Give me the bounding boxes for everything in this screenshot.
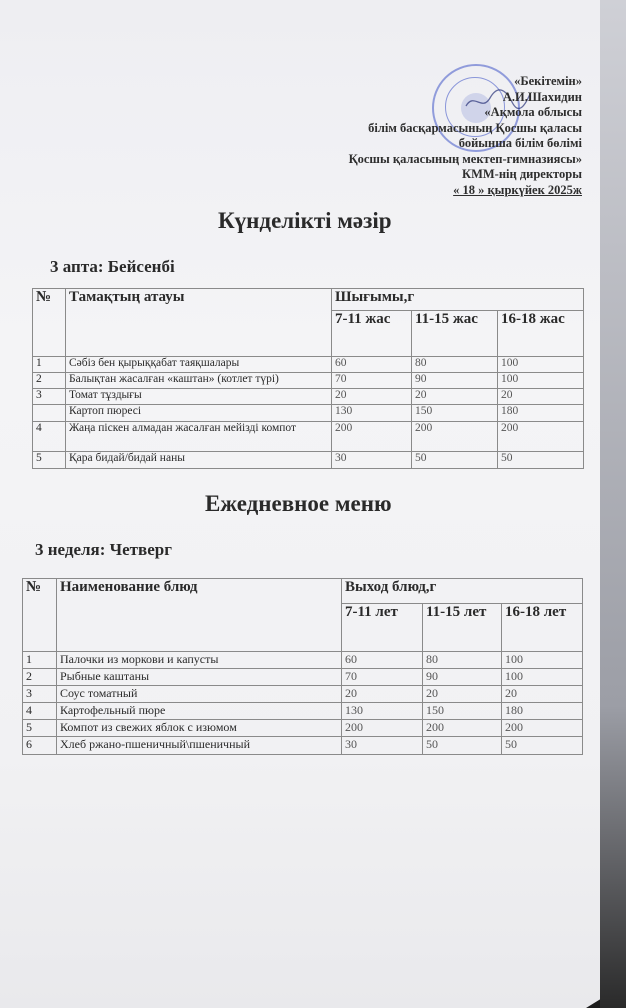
col-age-header: 16-18 лет	[502, 604, 583, 652]
portion-value: 90	[423, 669, 502, 686]
portion-value: 100	[502, 652, 583, 669]
portion-value: 50	[502, 737, 583, 755]
row-number: 5	[23, 720, 57, 737]
col-age-header: 16-18 жас	[498, 311, 584, 357]
portion-value: 50	[498, 452, 584, 469]
kazakh-menu-table	[32, 288, 584, 469]
dish-name: Картофельный пюре	[57, 703, 342, 720]
portion-value: 180	[498, 405, 584, 422]
portion-value: 20	[332, 389, 412, 405]
portion-value: 30	[342, 737, 423, 755]
dish-name: Жаңа піскен алмадан жасалған мейізді компот	[66, 422, 332, 452]
desk-background	[600, 0, 626, 1008]
row-number: 4	[23, 703, 57, 720]
portion-value: 20	[498, 389, 584, 405]
row-number: 3	[33, 389, 66, 405]
dish-name: Картоп пюресі	[66, 405, 332, 422]
col-age-header: 7-11 жас	[332, 311, 412, 357]
portion-value: 100	[498, 357, 584, 373]
col-output-header: Выход блюд,г	[342, 579, 583, 604]
portion-value: 90	[412, 373, 498, 389]
col-number-header: №	[23, 579, 57, 652]
row-number	[33, 405, 66, 422]
portion-value: 80	[423, 652, 502, 669]
portion-value: 50	[423, 737, 502, 755]
col-output-header: Шығымы,г	[332, 289, 584, 311]
row-number: 3	[23, 686, 57, 703]
portion-value: 20	[423, 686, 502, 703]
approval-line: «Бекітемін»	[514, 74, 582, 88]
portion-value: 50	[412, 452, 498, 469]
portion-value: 200	[498, 422, 584, 452]
portion-value: 200	[332, 422, 412, 452]
russian-title: Ежедневное меню	[205, 491, 392, 516]
dish-name: Компот из свежих яблок с изюмом	[57, 720, 342, 737]
approval-line: Қосшы қаласының мектеп-гимназиясы»	[348, 151, 582, 166]
portion-value: 80	[412, 357, 498, 373]
approval-date: « 18 » қыркүйек 2025ж	[453, 182, 582, 197]
portion-value: 150	[412, 405, 498, 422]
approval-line: А.И.Шахидин	[502, 89, 582, 104]
dish-name: Хлеб ржано-пшеничный\пшеничный	[57, 737, 342, 755]
portion-value: 180	[502, 703, 583, 720]
approval-line: «Ақмола облысы	[484, 105, 582, 119]
russian-menu-table	[22, 578, 583, 755]
col-age-header: 11-15 лет	[423, 604, 502, 652]
dish-name: Томат тұздығы	[66, 389, 332, 405]
row-number: 1	[33, 357, 66, 373]
dish-name: Қара бидай/бидай наны	[66, 452, 332, 469]
row-number: 5	[33, 452, 66, 469]
portion-value: 130	[342, 703, 423, 720]
row-number: 2	[23, 669, 57, 686]
portion-value: 30	[332, 452, 412, 469]
kazakh-title: Күнделікті мәзір	[218, 208, 392, 233]
row-number: 6	[23, 737, 57, 755]
portion-value: 100	[502, 669, 583, 686]
portion-value: 60	[332, 357, 412, 373]
portion-value: 200	[423, 720, 502, 737]
row-number: 1	[23, 652, 57, 669]
portion-value: 130	[332, 405, 412, 422]
dish-name: Соус томатный	[57, 686, 342, 703]
portion-value: 60	[342, 652, 423, 669]
col-age-header: 11-15 жас	[412, 311, 498, 357]
col-name-header: Тамақтың атауы	[66, 289, 332, 357]
portion-value: 20	[502, 686, 583, 703]
portion-value: 20	[412, 389, 498, 405]
portion-value: 200	[342, 720, 423, 737]
portion-value: 20	[342, 686, 423, 703]
col-name-header: Наименование блюд	[57, 579, 342, 652]
portion-value: 200	[412, 422, 498, 452]
portion-value: 70	[342, 669, 423, 686]
col-age-header: 7-11 лет	[342, 604, 423, 652]
approval-block	[349, 74, 582, 198]
approval-line: КММ-нің директоры	[462, 167, 582, 181]
russian-subtitle: 3 неделя: Четверг	[35, 540, 172, 559]
row-number: 2	[33, 373, 66, 389]
dish-name: Рыбные каштаны	[57, 669, 342, 686]
portion-value: 100	[498, 373, 584, 389]
approval-line: білім басқармасының Қосшы қаласы	[368, 120, 582, 135]
portion-value: 70	[332, 373, 412, 389]
col-number-header: №	[33, 289, 66, 357]
portion-value: 150	[423, 703, 502, 720]
dish-name: Палочки из моркови и капусты	[57, 652, 342, 669]
approval-line: бойынша білім бөлімі	[458, 136, 582, 150]
dish-name: Сәбіз бен қырыққабат таяқшалары	[66, 357, 332, 373]
portion-value: 200	[502, 720, 583, 737]
kazakh-subtitle: 3 апта: Бейсенбі	[50, 257, 175, 276]
dish-name: Балықтан жасалған «каштан» (котлет түрі)	[66, 373, 332, 389]
row-number: 4	[33, 422, 66, 452]
